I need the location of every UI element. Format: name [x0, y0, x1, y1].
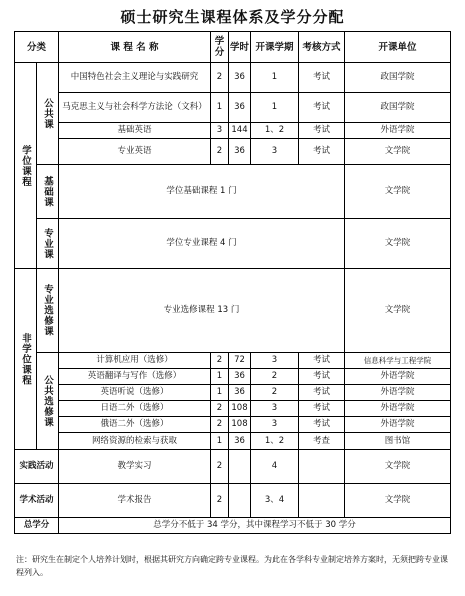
header-unit: 开课单位: [345, 32, 451, 63]
course-hours: 36: [229, 369, 251, 385]
course-name: 基础英语: [59, 123, 211, 139]
course-hours: 108: [229, 401, 251, 417]
course-name: 俄语二外（选修）: [59, 417, 211, 433]
course-name: 教学实习: [59, 450, 211, 484]
course-unit: 外语学院: [345, 417, 451, 433]
course-unit: 文学院: [345, 450, 451, 484]
course-semester: 3: [251, 353, 299, 369]
course-assessment: [299, 450, 345, 484]
course-credit: 1: [211, 433, 229, 450]
table-row: [15, 433, 451, 450]
table-row: [15, 269, 451, 353]
course-unit: 政国学院: [345, 93, 451, 123]
course-semester: 1、2: [251, 433, 299, 450]
course-name: 学位专业课程 4 门: [59, 219, 345, 269]
table-row: [15, 139, 451, 165]
header-assessment: 考核方式: [299, 32, 345, 63]
course-name: 英语听说（选修）: [59, 385, 211, 401]
table-row: [15, 219, 451, 269]
total-text: 总学分不低于 34 学分，其中课程学习不低于 30 学分: [59, 518, 451, 534]
course-credit: 3: [211, 123, 229, 139]
course-semester: 3: [251, 139, 299, 165]
course-unit: 文学院: [345, 484, 451, 518]
course-name: 日语二外（选修）: [59, 401, 211, 417]
course-hours: 36: [229, 385, 251, 401]
course-hours: 36: [229, 139, 251, 165]
course-unit: 文学院: [345, 165, 451, 219]
course-semester: 3: [251, 417, 299, 433]
group-practice: 实践活动: [15, 450, 59, 484]
table-row: [15, 450, 451, 484]
table-row: [15, 93, 451, 123]
course-semester: 4: [251, 450, 299, 484]
table-row: [15, 63, 451, 93]
total-label: 总学分: [15, 518, 59, 534]
course-name: 网络资源的检索与获取: [59, 433, 211, 450]
header-credit: 学分: [211, 32, 229, 63]
course-assessment: 考查: [299, 433, 345, 450]
course-name: 中国特色社会主义理论与实践研究: [59, 63, 211, 93]
course-assessment: 考试: [299, 139, 345, 165]
course-semester: 3: [251, 401, 299, 417]
course-unit: 图书馆: [345, 433, 451, 450]
course-unit: 外语学院: [345, 385, 451, 401]
course-credit: 1: [211, 93, 229, 123]
course-credit: 2: [211, 417, 229, 433]
header-semester: 开课学期: [251, 32, 299, 63]
course-hours: 72: [229, 353, 251, 369]
course-assessment: 考试: [299, 385, 345, 401]
header-category: 分类: [15, 32, 59, 63]
course-hours: [229, 484, 251, 518]
course-name: 专业选修课程 13 门: [59, 269, 345, 353]
course-semester: 1: [251, 93, 299, 123]
course-hours: 108: [229, 417, 251, 433]
header-row: [15, 32, 451, 63]
course-credit: 1: [211, 369, 229, 385]
page-title: 硕士研究生课程体系及学分分配: [120, 8, 345, 26]
table-row: [15, 165, 451, 219]
course-credit: 2: [211, 401, 229, 417]
course-semester: 1、2: [251, 123, 299, 139]
course-unit: 政国学院: [345, 63, 451, 93]
course-hours: 144: [229, 123, 251, 139]
table-row: [15, 123, 451, 139]
table-row: [15, 401, 451, 417]
table-row: [15, 369, 451, 385]
course-semester: 2: [251, 369, 299, 385]
course-credit: 1: [211, 385, 229, 401]
table-row: [15, 385, 451, 401]
course-credit: 2: [211, 450, 229, 484]
course-unit: 外语学院: [345, 369, 451, 385]
group-nondegree: 非学位课程: [15, 269, 37, 450]
course-table: [14, 31, 451, 534]
course-name: 专业英语: [59, 139, 211, 165]
course-semester: 1: [251, 63, 299, 93]
group-public-elective: 公共选修课: [37, 353, 59, 450]
header-course-name: 课 程 名 称: [59, 32, 211, 63]
course-unit: 文学院: [345, 269, 451, 353]
course-name: 英语翻译与写作（选修）: [59, 369, 211, 385]
course-name: 学术报告: [59, 484, 211, 518]
course-name: 计算机应用（选修）: [59, 353, 211, 369]
course-assessment: 考试: [299, 93, 345, 123]
course-hours: 36: [229, 433, 251, 450]
course-assessment: 考试: [299, 123, 345, 139]
group-academic: 学术活动: [15, 484, 59, 518]
course-assessment: 考试: [299, 353, 345, 369]
group-major: 专业课: [37, 219, 59, 269]
course-unit: 外语学院: [345, 401, 451, 417]
header-hours: 学时: [229, 32, 251, 63]
course-unit: 文学院: [345, 219, 451, 269]
course-assessment: 考试: [299, 369, 345, 385]
course-semester: 2: [251, 385, 299, 401]
course-unit: 文学院: [345, 139, 451, 165]
footnote: 注：研究生在制定个人培养计划时，根据其研究方向确定跨专业课程。为此在各学科专业制定培养方案时，无须把跨专业课程列入。: [16, 555, 448, 577]
course-assessment: 考试: [299, 417, 345, 433]
course-name: 马克思主义与社会科学方法论（文科）: [59, 93, 211, 123]
course-hours: [229, 450, 251, 484]
course-hours: 36: [229, 63, 251, 93]
course-hours: 36: [229, 93, 251, 123]
group-public: 公共课: [37, 63, 59, 165]
course-credit: 2: [211, 139, 229, 165]
course-unit: 信息科学与工程学院: [345, 353, 451, 369]
course-unit: 外语学院: [345, 123, 451, 139]
group-degree: 学位课程: [15, 63, 37, 269]
course-credit: 2: [211, 63, 229, 93]
table-row: [15, 417, 451, 433]
course-assessment: [299, 484, 345, 518]
course-name: 学位基础课程 1 门: [59, 165, 345, 219]
total-row: [15, 518, 451, 534]
course-assessment: 考试: [299, 63, 345, 93]
course-credit: 2: [211, 484, 229, 518]
course-credit: 2: [211, 353, 229, 369]
group-major-elective: 专业选修课: [37, 269, 59, 353]
table-row: [15, 484, 451, 518]
group-foundation: 基础课: [37, 165, 59, 219]
course-semester: 3、4: [251, 484, 299, 518]
course-assessment: 考试: [299, 401, 345, 417]
table-row: [15, 353, 451, 369]
